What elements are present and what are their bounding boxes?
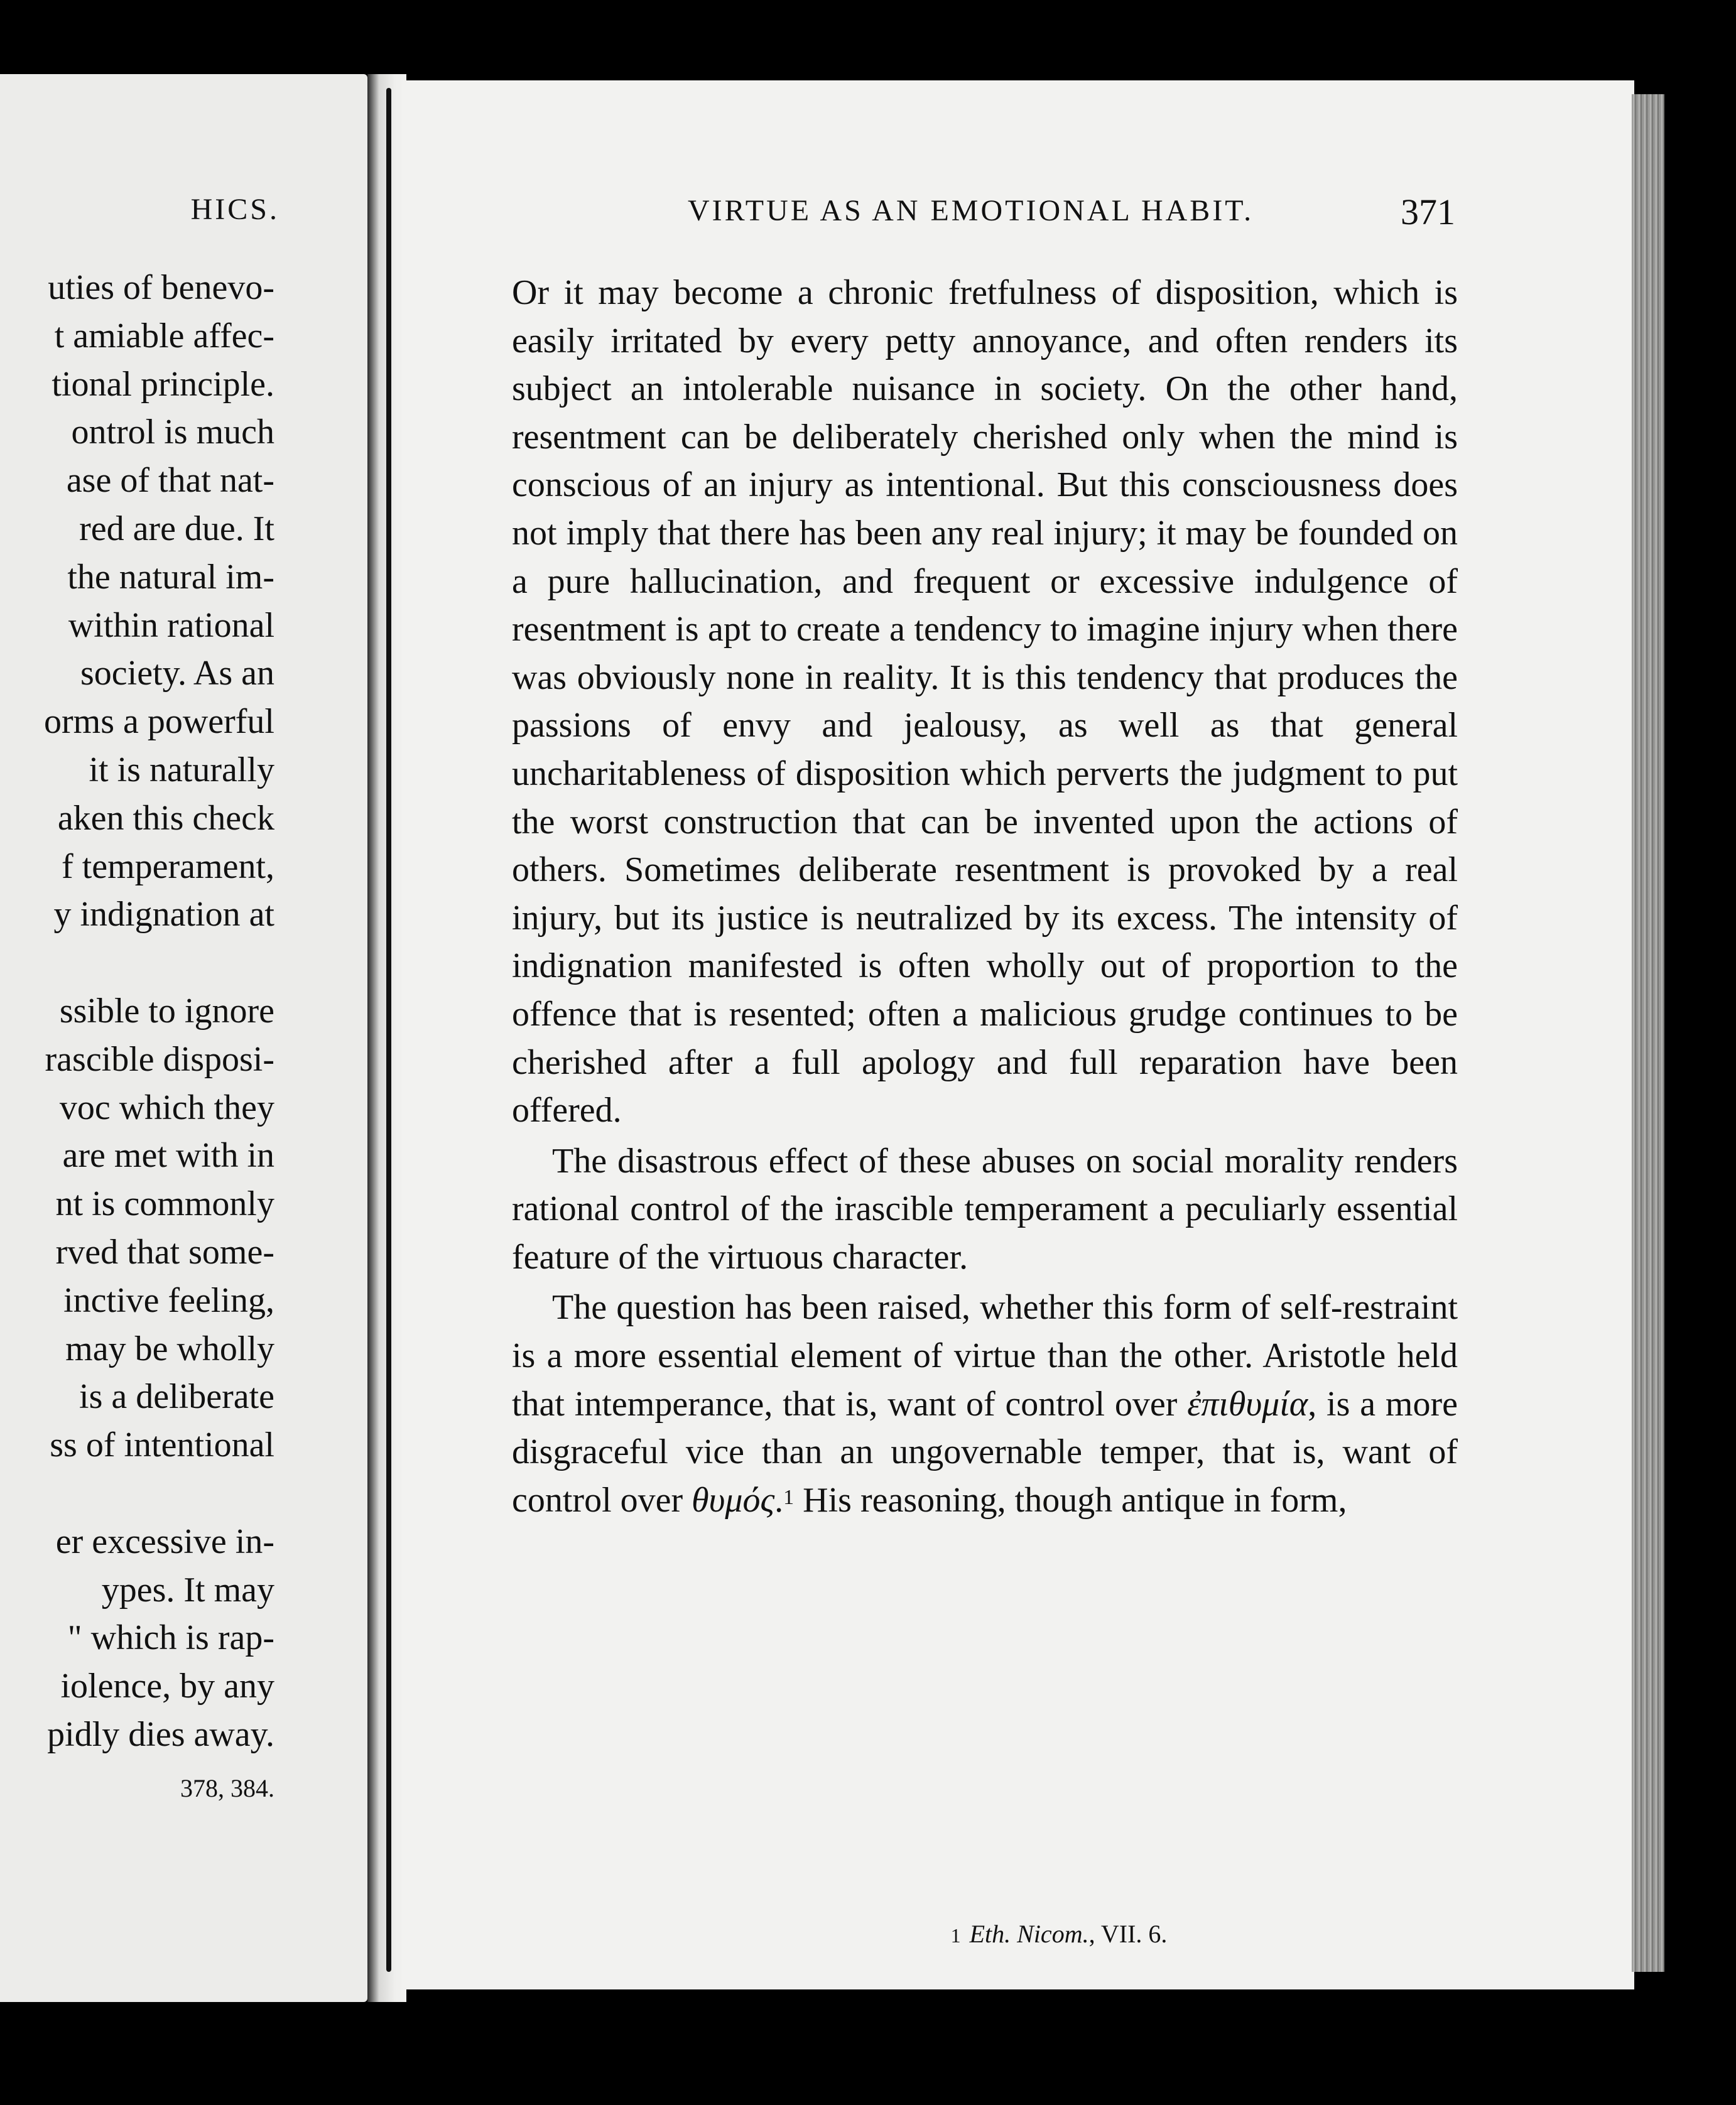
- footnote: [402, 1919, 1634, 1949]
- footnote-work: Eth. Nicom.: [969, 1920, 1089, 1948]
- binding-shadow: [386, 88, 391, 1972]
- footnote-mark: 1: [950, 1924, 961, 1947]
- text-line: ypes. It may: [101, 1570, 274, 1610]
- text-line: rved that some-: [55, 1232, 274, 1272]
- text-line: y indignation at: [53, 895, 274, 934]
- text-line: society. As an: [80, 654, 274, 693]
- page-edges: [1632, 94, 1664, 1972]
- paragraph-text: His reasoning, though antique in form,: [794, 1480, 1347, 1520]
- text-line: the natural im-: [67, 557, 274, 597]
- running-head: VIRTUE AS AN EMOTIONAL HABIT.: [688, 194, 1254, 227]
- text-line: pidly dies away.: [47, 1714, 274, 1754]
- paragraph-text: .: [774, 1480, 784, 1520]
- text-line: f temperament,: [62, 847, 274, 886]
- text-line: aken this check: [57, 798, 274, 838]
- left-page-text: [0, 264, 274, 1810]
- text-line: nt is commonly: [55, 1184, 274, 1224]
- paragraph-gap: [0, 939, 274, 987]
- page-body: [512, 269, 1458, 1524]
- greek-term: θυμός: [692, 1480, 775, 1520]
- text-line: within rational: [68, 605, 274, 645]
- paragraph-text: , is a more disgraceful vice than an ungovernable temper, that is, want of control over: [512, 1384, 1458, 1520]
- left-page: [0, 74, 367, 2002]
- text-line: uties of benevo-: [48, 268, 274, 307]
- paragraph: The disastrous effect of these abuses on social morality renders rational control of the irascible temperament a peculiarly essential feature of the virtuous character.: [512, 1141, 1458, 1277]
- text-line: ase of that nat-: [66, 461, 274, 501]
- text-line: ontrol is much: [71, 413, 274, 452]
- text-line: may be wholly: [65, 1329, 274, 1368]
- footnote-reference: 1: [783, 1485, 795, 1509]
- paragraph-text: The question has been raised, whether this form of self-restraint is a more essential element of virtue than the other. Aristotle held that intemperance, that is, want of control over: [512, 1288, 1458, 1424]
- text-line: it is naturally: [89, 750, 274, 789]
- paragraph: Or it may become a chronic fretfulness of disposition, which is easily irritated by every petty annoyance, and often renders its subject an intolerable nuisance in society. On the other hand, resentment can be deliberately cherished only when the mind is conscious of an injury as intentional. But this consciousness does not imply that there has been any real injury; it may be founded on a pure hallucination, and frequent or excessive indulgence of resentment is apt to create a tendency to imagine injury when there was obviously none in reality. It is this tendency that produces the passions of envy and jealousy, as well as that general uncharitableness of disposition which perverts the judgment to put the worst construction that can be invented upon the actions of others. Sometimes deliberate resentment is provoked by a real injury, but its justice is neutralized by its excess. The intensity of indignation manifested is often wholly out of proportion to the offence that is resented; often a malicious grudge continues to be cherished after a full apology and full reparation have been offered.: [512, 273, 1458, 1130]
- text-line: ssible to ignore: [59, 991, 274, 1031]
- text-line: voc which they: [59, 1088, 274, 1127]
- left-footnote: 378, 384.: [180, 1773, 274, 1802]
- text-line: t amiable affec-: [54, 316, 274, 355]
- text-line: inctive feeling,: [63, 1280, 274, 1320]
- text-line: ss of intentional: [50, 1426, 274, 1465]
- right-page: [402, 80, 1634, 1989]
- left-running-head: HICS.: [190, 193, 279, 226]
- footnote-ref: , VII. 6.: [1088, 1920, 1168, 1948]
- text-line: orms a powerful: [43, 702, 274, 742]
- text-line: rascible disposi-: [45, 1039, 274, 1079]
- page-number: 371: [1401, 192, 1455, 232]
- text-line: " which is rap-: [67, 1618, 274, 1658]
- text-line: is a deliberate: [79, 1377, 274, 1417]
- paragraph: [512, 1284, 1458, 1524]
- text-line: er excessive in-: [55, 1522, 274, 1561]
- text-line: tional principle.: [52, 364, 274, 404]
- greek-term: ἐπιθυμία: [1187, 1384, 1308, 1424]
- paragraph-gap: [0, 1469, 274, 1518]
- text-line: are met with in: [62, 1136, 274, 1176]
- text-line: red are due. It: [79, 509, 274, 548]
- text-line: iolence, by any: [60, 1667, 274, 1706]
